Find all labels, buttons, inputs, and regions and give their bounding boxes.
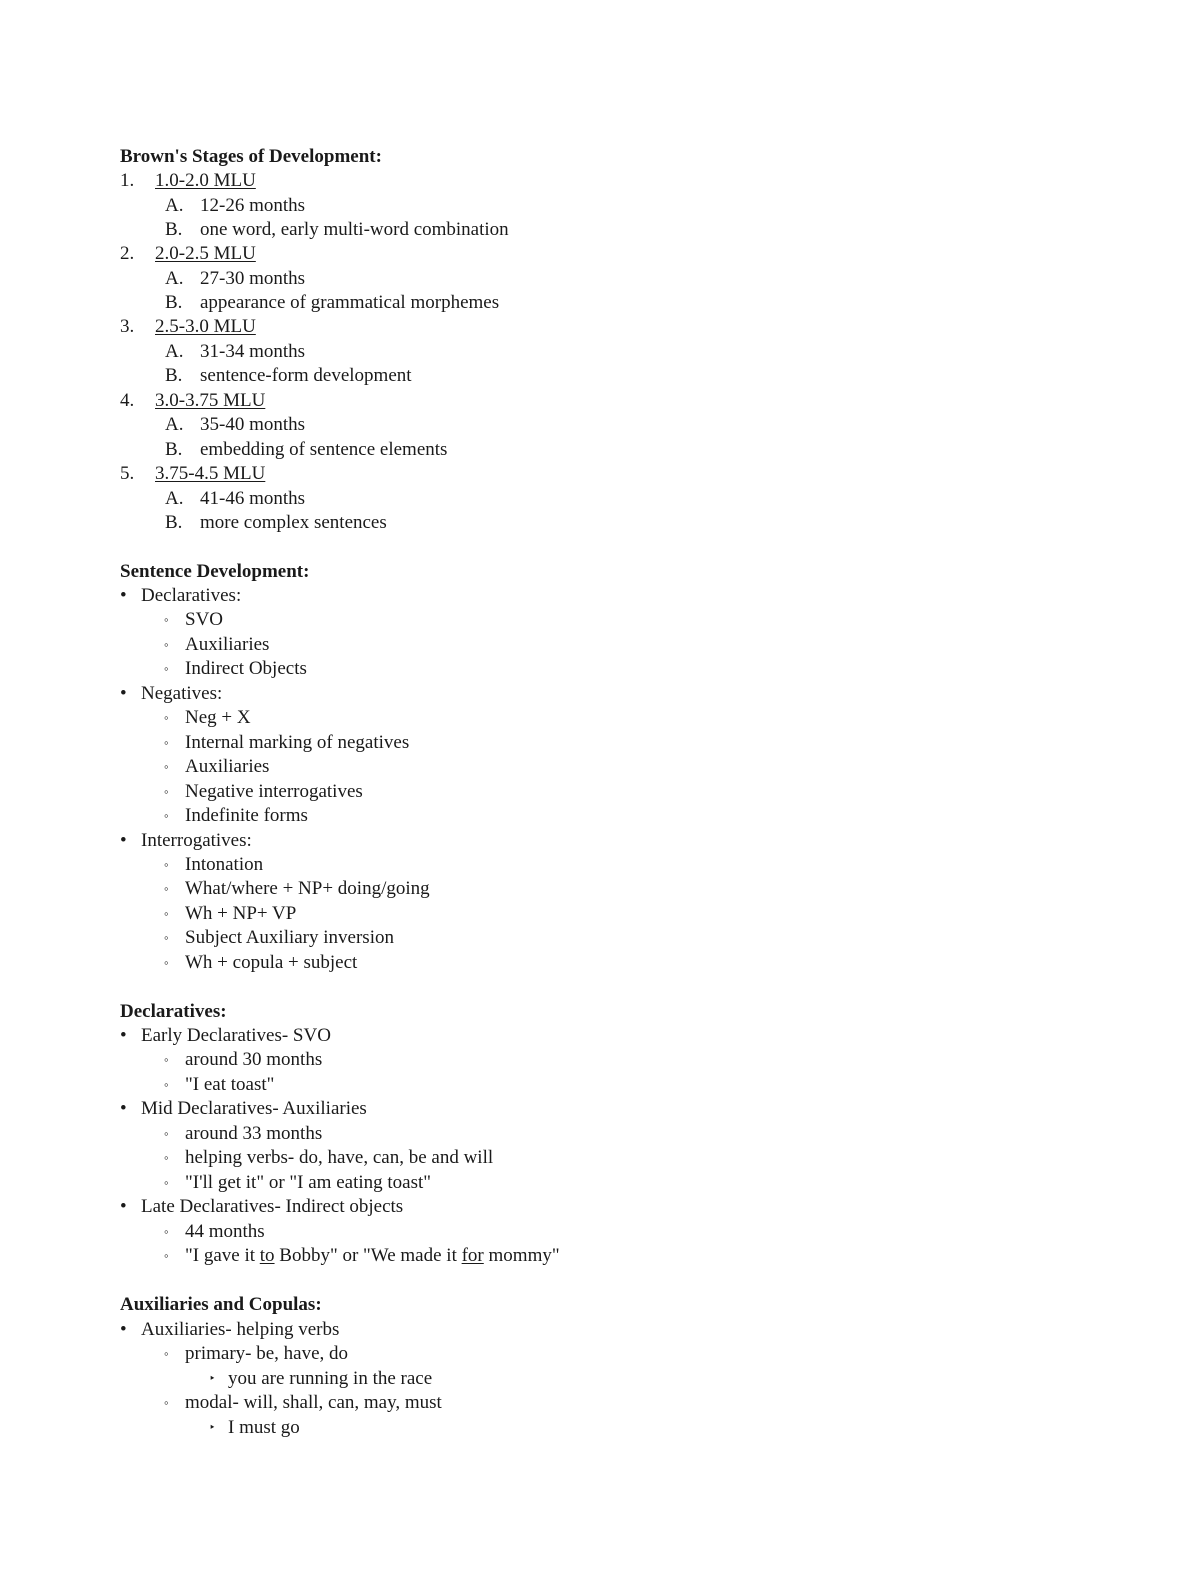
circle-bullet-icon: ◦ <box>164 1052 169 1067</box>
sub-bullet-text: helping verbs- do, have, can, be and will <box>185 1147 494 1168</box>
sub-marker: A. <box>165 488 184 509</box>
sub-marker: A. <box>165 268 184 289</box>
stage-number: 4. <box>120 390 135 411</box>
circle-bullet-icon: ◦ <box>164 1077 169 1092</box>
example-part: mommy" <box>483 1245 560 1266</box>
stage-mlu: 2.5-3.0 MLU <box>155 316 256 337</box>
circle-bullet-icon: ◦ <box>164 808 169 823</box>
sub-bullet-text: modal- will, shall, can, may, must <box>185 1392 442 1413</box>
circle-bullet-icon: ◦ <box>164 1175 169 1190</box>
sub-bullet-text: Subject Auxiliary inversion <box>185 927 394 948</box>
underlined-word: for <box>461 1245 484 1266</box>
bullet-text: Interrogatives: <box>141 830 252 851</box>
stage-age: 12-26 months <box>200 195 306 216</box>
example-part: Bobby" or "We made it <box>274 1245 462 1266</box>
sub-sub-bullet-text: you are running in the race <box>228 1368 433 1389</box>
sub-bullet-text: Intonation <box>185 854 264 875</box>
circle-bullet-icon: ◦ <box>164 661 169 676</box>
sub-bullet-text: 44 months <box>185 1221 265 1242</box>
stage-description: appearance of grammatical morphemes <box>200 292 500 313</box>
circle-bullet-icon: ◦ <box>164 1126 169 1141</box>
circle-bullet-icon: ◦ <box>164 930 169 945</box>
stage-mlu: 1.0-2.0 MLU <box>155 170 256 191</box>
sub-marker: B. <box>165 219 183 240</box>
triangle-bullet-icon: ‣ <box>209 1422 216 1434</box>
stage-description: embedding of sentence elements <box>200 439 448 460</box>
sub-sub-bullet-text: I must go <box>228 1417 300 1438</box>
sub-bullet-text: Internal marking of negatives <box>185 732 410 753</box>
bullet-icon: • <box>120 1025 127 1046</box>
stage-description: more complex sentences <box>200 512 387 533</box>
sub-bullet-text: Negative interrogatives <box>185 781 363 802</box>
sentence-development-heading: Sentence Development: <box>120 561 310 582</box>
bullet-icon: • <box>120 683 127 704</box>
stage-age: 41-46 months <box>200 488 306 509</box>
sub-bullet-text: Indirect Objects <box>185 658 307 679</box>
sub-marker: B. <box>165 365 183 386</box>
bullet-text: Late Declaratives- Indirect objects <box>141 1196 404 1217</box>
bullet-icon: • <box>120 1098 127 1119</box>
underlined-word: to <box>259 1245 275 1266</box>
sub-bullet-text: "I eat toast" <box>185 1074 275 1095</box>
sub-marker: B. <box>165 292 183 313</box>
sub-bullet-text: "I'll get it" or "I am eating toast" <box>185 1172 432 1193</box>
circle-bullet-icon: ◦ <box>164 1224 169 1239</box>
circle-bullet-icon: ◦ <box>164 637 169 652</box>
triangle-bullet-icon: ‣ <box>209 1373 216 1385</box>
circle-bullet-icon: ◦ <box>164 1395 169 1410</box>
sub-bullet-text: SVO <box>185 609 224 630</box>
bullet-text: Auxiliaries- helping verbs <box>141 1319 340 1340</box>
stage-number: 1. <box>120 170 135 191</box>
browns-stages-heading: Brown's Stages of Development: <box>120 146 382 167</box>
sub-marker: B. <box>165 439 183 460</box>
stage-number: 3. <box>120 316 135 337</box>
sub-marker: A. <box>165 195 184 216</box>
example-sentence <box>185 1244 560 1268</box>
circle-bullet-icon: ◦ <box>164 881 169 896</box>
bullet-text: Mid Declaratives- Auxiliaries <box>141 1098 367 1119</box>
stage-number: 2. <box>120 243 135 264</box>
sub-marker: A. <box>165 341 184 362</box>
stage-mlu: 2.0-2.5 MLU <box>155 243 256 264</box>
sub-bullet-text: Neg + X <box>185 707 251 728</box>
sub-bullet-text: Auxiliaries <box>185 756 270 777</box>
sub-bullet-text: What/where + NP+ doing/going <box>185 878 430 899</box>
sub-bullet-text: Wh + NP+ VP <box>185 903 297 924</box>
circle-bullet-icon: ◦ <box>164 735 169 750</box>
sub-bullet-text: Auxiliaries <box>185 634 270 655</box>
circle-bullet-icon: ◦ <box>164 759 169 774</box>
auxiliaries-copulas-heading: Auxiliaries and Copulas: <box>120 1294 322 1315</box>
circle-bullet-icon: ◦ <box>164 1150 169 1165</box>
sub-bullet-text: primary- be, have, do <box>185 1343 349 1364</box>
circle-bullet-icon: ◦ <box>164 612 169 627</box>
circle-bullet-icon: ◦ <box>164 1248 169 1263</box>
stage-mlu: 3.0-3.75 MLU <box>155 390 266 411</box>
circle-bullet-icon: ◦ <box>164 955 169 970</box>
circle-bullet-icon: ◦ <box>164 1346 169 1361</box>
stage-description: sentence-form development <box>200 365 412 386</box>
bullet-icon: • <box>120 1319 127 1340</box>
bullet-icon: • <box>120 1196 127 1217</box>
sub-marker: A. <box>165 414 184 435</box>
stage-number: 5. <box>120 463 135 484</box>
sub-bullet-text: Wh + copula + subject <box>185 952 358 973</box>
stage-mlu: 3.75-4.5 MLU <box>155 463 266 484</box>
circle-bullet-icon: ◦ <box>164 710 169 725</box>
bullet-text: Early Declaratives- SVO <box>141 1025 331 1046</box>
circle-bullet-icon: ◦ <box>164 784 169 799</box>
sub-marker: B. <box>165 512 183 533</box>
bullet-text: Declaratives: <box>141 585 242 606</box>
circle-bullet-icon: ◦ <box>164 906 169 921</box>
bullet-icon: • <box>120 830 127 851</box>
sub-bullet-text: around 30 months <box>185 1049 323 1070</box>
example-part: "I gave it <box>185 1245 260 1266</box>
stage-age: 31-34 months <box>200 341 306 362</box>
bullet-text: Negatives: <box>141 683 223 704</box>
declaratives-heading: Declaratives: <box>120 1001 227 1022</box>
stage-age: 35-40 months <box>200 414 306 435</box>
sub-bullet-text: Indefinite forms <box>185 805 308 826</box>
stage-description: one word, early multi-word combination <box>200 219 509 240</box>
stage-age: 27-30 months <box>200 268 306 289</box>
circle-bullet-icon: ◦ <box>164 857 169 872</box>
bullet-icon: • <box>120 585 127 606</box>
sub-bullet-text: around 33 months <box>185 1123 323 1144</box>
